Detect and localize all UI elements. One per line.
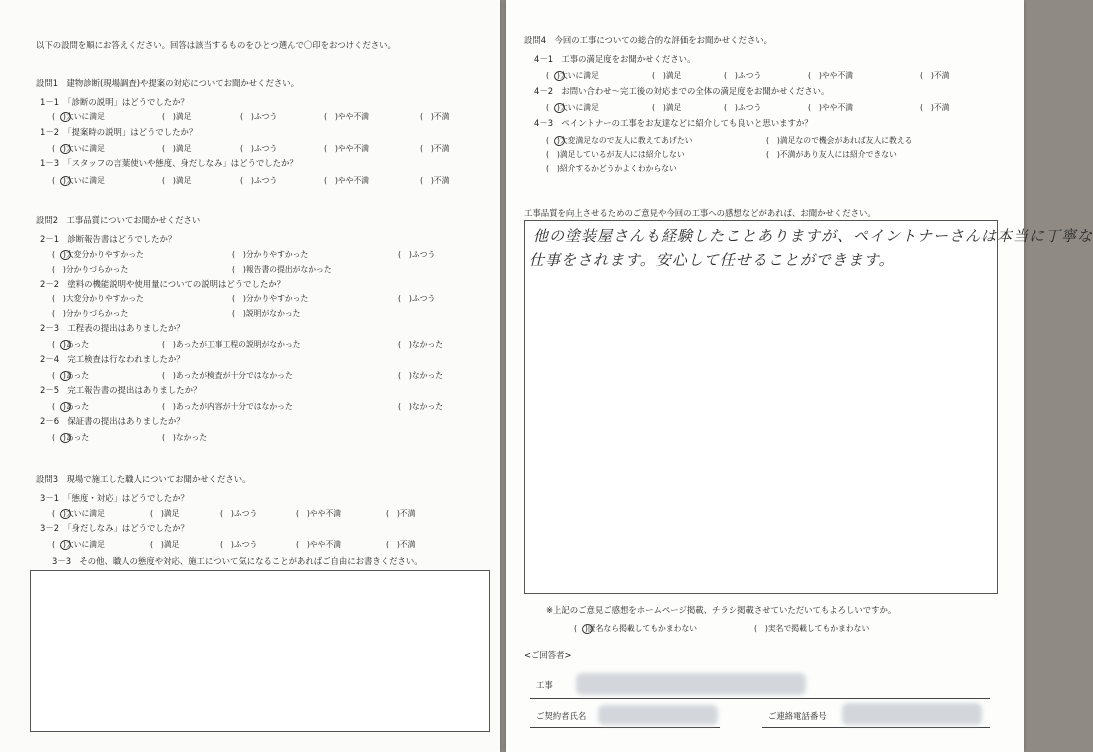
q2-2-opt[interactable]: ( )大変分かりやすかった <box>52 294 144 303</box>
consent-anonymous-option[interactable]: ( )匿名なら掲載してもかまわない <box>574 624 698 633</box>
q3-1-label: 3－1 「態度・対応」はどうでしたか？ <box>40 493 189 503</box>
q1-1-opt[interactable]: ( )不満 <box>420 112 450 121</box>
q2-1-opt[interactable]: ( )ふつう <box>398 250 436 259</box>
q1-2-opt[interactable]: ( )ふつう <box>240 144 278 153</box>
q1-1-opt[interactable]: ( )やや不満 <box>324 112 370 121</box>
q1-3-opt[interactable]: ( )不満 <box>420 176 450 185</box>
q4-1-opt[interactable]: ( )やや不満 <box>808 71 854 80</box>
q2-6-opt[interactable]: ( )なかった <box>162 433 208 442</box>
q1-3-opt[interactable]: ( )満足 <box>162 176 192 185</box>
q3-1-opt[interactable]: ( )やや不満 <box>296 509 342 518</box>
q1-3-opt[interactable]: ( )ふつう <box>240 176 278 185</box>
q4-1-opt[interactable]: ( )ふつう <box>724 71 762 80</box>
q4-2-opt[interactable]: ( )満足 <box>652 103 682 112</box>
phone-line <box>762 727 990 728</box>
q2-4-opt[interactable]: ( )あったが検査が十分ではなかった <box>162 371 293 380</box>
q2-5-label: 2－5 完工報告書の提出はありましたか？ <box>40 385 202 395</box>
q4-3-opt[interactable]: ( )満足なので機会があれば友人に教える <box>766 136 913 145</box>
q3-3-label: 3－3 その他、職人の態度や対応、施工について気になることがあればご自由にお書きください。 <box>52 556 423 566</box>
q3-1-opt[interactable]: ( )不満 <box>386 509 416 518</box>
comment-title: 工事品質を向上させるためのご意見や今回の工事への感想などがあれば、お聞かせください。 <box>524 208 876 218</box>
phone-label: ご連絡電話番号 <box>768 711 827 721</box>
q4-2-label: 4－2 お問い合わせ～完工後の対応までの全体の満足度をお聞かせください。 <box>534 86 830 96</box>
q4-3-label: 4－3 ペイントナーの工事をお友達などに紹介しても良いと思いますか？ <box>534 118 813 128</box>
survey-page-left <box>0 0 500 752</box>
q4-3-opt[interactable]: ( )満足しているが友人には紹介しない <box>546 150 685 159</box>
q3-2-label: 3－2 「身だしなみ」はどうでしたか？ <box>40 523 189 533</box>
q2-2-opt[interactable]: ( )分かりづらかった <box>52 309 129 318</box>
q1-2-opt[interactable]: ( )やや不満 <box>324 144 370 153</box>
q1-3-opt[interactable]: ( )大いに満足 <box>52 176 105 185</box>
q2-title: 設問2 工事品質についてお聞かせください <box>36 215 201 225</box>
q2-1-opt[interactable]: ( )分かりやすかった <box>232 250 309 259</box>
q2-4-label: 2－4 完工検査は行なわれましたか？ <box>40 354 185 364</box>
q3-3-free-text-box[interactable] <box>30 570 490 732</box>
q1-3-label: 1－3 「スタッフの言葉使いや態度、身だしなみ」はどうでしたか？ <box>40 158 298 168</box>
q4-2-opt[interactable]: ( )やや不満 <box>808 103 854 112</box>
q1-2-opt[interactable]: ( )満足 <box>162 144 192 153</box>
q3-2-opt[interactable]: ( )ふつう <box>220 540 258 549</box>
survey-page-right <box>506 0 1093 752</box>
q1-3-opt[interactable]: ( )やや不満 <box>324 176 370 185</box>
q3-2-opt[interactable]: ( )やや不満 <box>296 540 342 549</box>
site-field-line <box>530 698 990 699</box>
q2-6-label: 2－6 保証書の提出はありましたか？ <box>40 416 185 426</box>
comment-box[interactable] <box>524 220 1093 594</box>
q4-3-opt[interactable]: ( )大変満足なので友人に教えてあげたい <box>546 136 693 145</box>
handwritten-comment-line: 仕事をされます。安心して任せることができます。 <box>529 251 895 269</box>
q2-2-label: 2－2 塗料の機能説明や使用量についての説明はどうでしたか？ <box>40 279 285 289</box>
q2-5-opt[interactable]: ( )なかった <box>398 402 444 411</box>
q2-4-opt[interactable]: ( )あった <box>52 371 90 380</box>
q4-3-opt[interactable]: ( )紹介するかどうかよくわからない <box>546 164 677 173</box>
intro-text: 以下の設問を順にお答えください。回答は該当するものをひとつ選んで〇印をおつけください。 <box>36 40 396 50</box>
consent-note: ※上記のご意見ご感想をホームページ掲載、チラシ掲載させていただいてもよろしいですか。 <box>546 605 897 615</box>
q1-1-label: 1－1 「診断の説明」はどうでしたか？ <box>40 97 189 107</box>
q2-1-opt[interactable]: ( )分かりづらかった <box>52 265 129 274</box>
q1-2-label: 1－2 「提案時の説明」はどうでしたか？ <box>40 127 198 137</box>
redacted-name-value <box>598 705 718 725</box>
q3-1-opt[interactable]: ( )ふつう <box>220 509 258 518</box>
q1-2-opt[interactable]: ( )大いに満足 <box>52 144 105 153</box>
q2-3-opt[interactable]: ( )あった <box>52 340 90 349</box>
contract-name-label: ご契約者氏名 <box>536 711 587 721</box>
redacted-phone-value <box>842 703 982 725</box>
q4-1-opt[interactable]: ( )大いに満足 <box>546 71 599 80</box>
q2-2-opt[interactable]: ( )説明がなかった <box>232 309 301 318</box>
q2-3-opt[interactable]: ( )なかった <box>398 340 444 349</box>
q4-2-opt[interactable]: ( )不満 <box>920 103 950 112</box>
q2-2-opt[interactable]: ( )ふつう <box>398 294 436 303</box>
q3-1-opt[interactable]: ( )大いに満足 <box>52 509 105 518</box>
q3-title: 設問3 現場で施工した職人についてお聞かせください。 <box>36 474 251 484</box>
q3-1-opt[interactable]: ( )満足 <box>150 509 180 518</box>
q2-1-opt[interactable]: ( )大変分かりやすかった <box>52 250 144 259</box>
q4-title: 設問4 今回の工事についての総合的な評価をお聞かせください。 <box>524 35 773 45</box>
consent-realname-option[interactable]: ( )実名で掲載してもかまわない <box>754 624 870 633</box>
q3-2-opt[interactable]: ( )不満 <box>386 540 416 549</box>
q2-6-opt[interactable]: ( )あった <box>52 433 90 442</box>
q2-4-opt[interactable]: ( )なかった <box>398 371 444 380</box>
redacted-site-value <box>576 673 806 695</box>
contract-name-line <box>530 727 720 728</box>
q2-5-opt[interactable]: ( )あった <box>52 402 90 411</box>
q4-1-opt[interactable]: ( )不満 <box>920 71 950 80</box>
q1-1-opt[interactable]: ( )ふつう <box>240 112 278 121</box>
q4-1-opt[interactable]: ( )満足 <box>652 71 682 80</box>
q2-3-label: 2－3 工程表の提出はありましたか？ <box>40 323 185 333</box>
q2-2-opt[interactable]: ( )分かりやすかった <box>232 294 309 303</box>
site-field-label: 工事 <box>536 680 553 690</box>
q3-2-opt[interactable]: ( )大いに満足 <box>52 540 105 549</box>
q3-2-opt[interactable]: ( )満足 <box>150 540 180 549</box>
q2-5-opt[interactable]: ( )あったが内容が十分ではなかった <box>162 402 293 411</box>
q2-1-label: 2－1 診断報告書はどうでしたか？ <box>40 234 177 244</box>
q2-1-opt[interactable]: ( )報告書の提出がなかった <box>232 265 332 274</box>
q4-3-opt[interactable]: ( )不満があり友人には紹介できない <box>766 150 897 159</box>
handwritten-comment-line: 他の塗装屋さんも経験したことありますが、ペイントナーさんは本当に丁寧な <box>533 227 1093 245</box>
q1-1-opt[interactable]: ( )満足 <box>162 112 192 121</box>
q1-title: 設問1 建物診断(現場調査)や提案の対応についてお聞かせください。 <box>36 78 299 88</box>
respondent-heading: <ご回答者> <box>524 650 572 660</box>
q1-1-opt[interactable]: ( )大いに満足 <box>52 112 105 121</box>
q4-1-label: 4－1 工事の満足度をお聞かせください。 <box>534 54 696 64</box>
q4-2-opt[interactable]: ( )大いに満足 <box>546 103 599 112</box>
q2-3-opt[interactable]: ( )あったが工事工程の説明がなかった <box>162 340 301 349</box>
q4-2-opt[interactable]: ( )ふつう <box>724 103 762 112</box>
q1-2-opt[interactable]: ( )不満 <box>420 144 450 153</box>
